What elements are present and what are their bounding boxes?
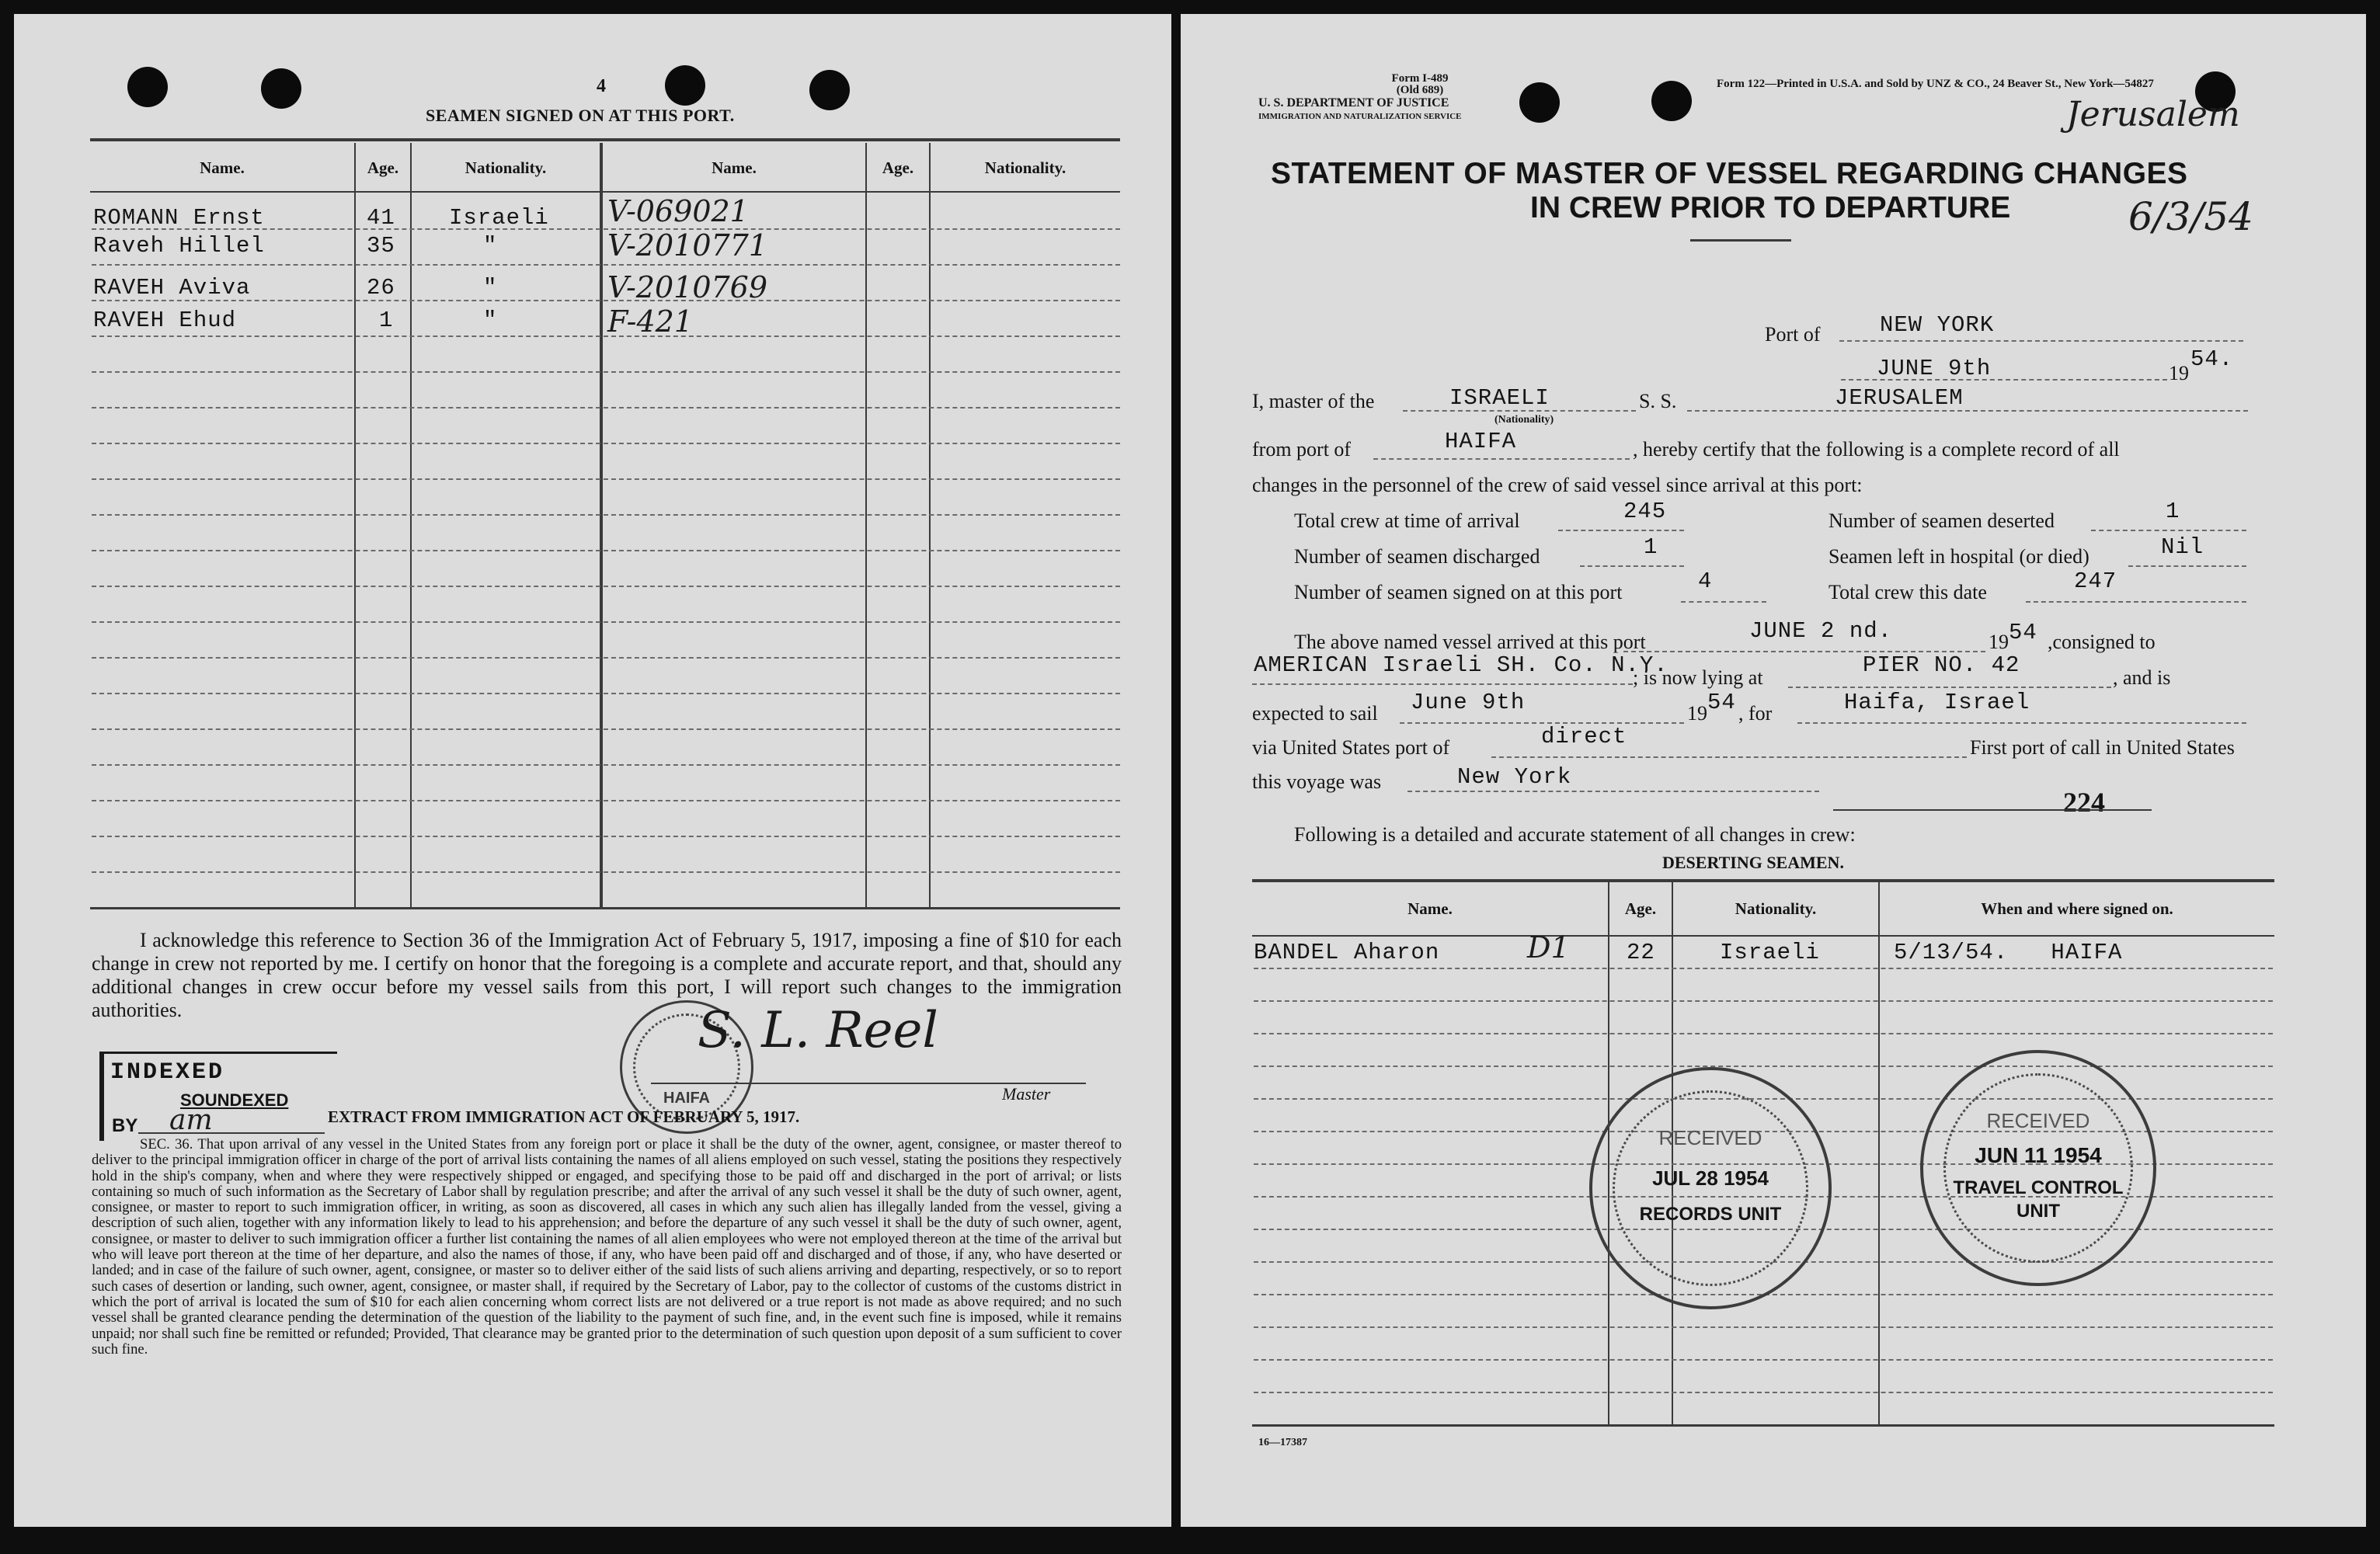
by-label: BY <box>112 1115 138 1136</box>
ruled-line <box>1254 1066 2273 1067</box>
ruled-line <box>92 693 1120 694</box>
arrived-date: JUNE 2 nd. <box>1749 618 1893 644</box>
service: IMMIGRATION AND NATURALIZATION SERVICE <box>1258 112 1462 121</box>
destination: Haifa, Israel <box>1844 690 2030 715</box>
deserted-label: Number of seamen deserted <box>1828 509 2055 532</box>
certify-text: , hereby certify that the following is a complete record of all <box>1633 438 2120 461</box>
voyage-text: this voyage was <box>1252 770 1382 793</box>
row-nationality: " <box>483 275 498 301</box>
ruled-line <box>92 550 1120 551</box>
stamp-received-text: RECEIVED <box>1658 1126 1762 1149</box>
acknowledgment-text: I acknowledge this reference to Section 36 of the Immigration Act of February 5, 1917, imposing a fine of $10 for each change in crew not reported by me. I certify on honor that the foregoing is a complete and accurate report, and that, should any additional changes in crew occur before my vessel sails from this port, I will report such changes to the immigration authorities. <box>92 929 1122 1021</box>
received-stamp-records <box>1589 1067 1832 1309</box>
received-stamp-travel <box>1920 1050 2156 1286</box>
sail-date: June 9th <box>1411 690 1526 715</box>
indexed-text: INDEXED <box>110 1059 225 1086</box>
number-224: 224 <box>2063 787 2105 818</box>
row-nationality: Israeli <box>449 205 549 231</box>
nationality-caption: (Nationality) <box>1494 414 1554 426</box>
punch-hole <box>261 68 301 109</box>
hospital: Nil <box>2161 534 2204 560</box>
row-name: RAVEH Ehud <box>93 308 237 333</box>
punch-hole <box>1519 82 1560 123</box>
ship-name: JERUSALEM <box>1835 385 1964 411</box>
stamp-date-text: JUL 28 1954 <box>1652 1166 1769 1190</box>
row-handwritten-note: V-069021 <box>607 194 749 228</box>
row-name: Raveh Hillel <box>93 233 265 259</box>
header-age-2: Age. <box>882 158 914 177</box>
signed-on: 4 <box>1698 568 1713 594</box>
voyage-value: New York <box>1457 764 1572 790</box>
row-handwritten-note: V-2010771 <box>607 228 768 262</box>
handwritten-ship-name: Jerusalem <box>2066 95 2240 134</box>
form-title-line2: IN CREW PRIOR TO DEPARTURE <box>1530 191 2011 224</box>
ss-label: S. S. <box>1639 390 1677 412</box>
deserter-nationality: Israeli <box>1720 940 1820 965</box>
from-port-value: HAIFA <box>1445 429 1517 454</box>
ruled-line <box>92 264 1120 266</box>
extract-text: SEC. 36. That upon arrival of any vessel in the United States from any foreign port or place it shall be the duty of the owner, agent, consignee, or master thereof to deliver to the principal immigration officer in charge of the port of arrival lists containing the names of all aliens employed on such vessel, stating the positions they respectively hold in the ship's company, when and where they were respectively shipped or engaged, and specifying those to be paid off and discharged in the port of arrival; or lists containing so much of such information as the Secretary of Labor shall by regulation prescribe; and after the arrival of any such vessel it shall be the duty of such owner, agent, consignee, or master to report to such immigration officer, in writing, as soon as discovered, all cases in which any such alien has illegally landed from the vessel, giving a description of such alien, together with any information likely to lead to his apprehension; and before the departure of any such vessel it shall be the duty of such owner, agent, consignee, or master to deliver to such immigration officer a further list containing the names of all alien employees who were not employed thereon at the time of the arrival but who will leave port thereon at the time of her departure, and also the names of those, if any, who have been paid off and discharged and of those, if any, who have deserted or landed; and in case of the failure of such owner, agent, consignee, or master so to deliver either of the said lists of such aliens arriving and departing, respectively, or so to report such cases of desertion or landing, such owner, agent, consignee, or master shall, if required by the Secretary of Labor, pay to the collector of customs of the customs district in which the port of arrival is located the sum of $10 for each alien concerning whom correct lists are not delivered or a true report is not made as above required; and no such vessel shall be granted clearance pending the determination of the question of the liability to the payment of such fine, and, in the event such fine is imposed, while it remains unpaid; nor shall such fine be remitted or refunded; Provided, That clearance may be granted prior to the determination of such question upon deposit of a sum sufficient to cover such fine. <box>92 1136 1122 1358</box>
ruled-line <box>1254 1359 2273 1361</box>
ruled-line <box>92 407 1120 408</box>
punch-hole <box>665 65 705 106</box>
ruled-line <box>92 621 1120 623</box>
ruled-line <box>92 443 1120 444</box>
header-name-2: Name. <box>712 158 757 177</box>
ruled-line <box>92 764 1120 766</box>
row-age: 35 <box>367 233 395 259</box>
discharged: 1 <box>1644 534 1658 560</box>
total-crew-arrival: 245 <box>1623 499 1667 524</box>
des-header-name: Name. <box>1407 899 1453 918</box>
via-value: direct <box>1541 724 1627 749</box>
ruled-line <box>92 871 1120 873</box>
ruled-line <box>92 335 1120 337</box>
row-age: 26 <box>367 275 395 301</box>
from-port-label: from port of <box>1252 438 1352 461</box>
ruled-line <box>1254 1326 2273 1328</box>
ruled-line <box>1254 1000 2273 1002</box>
page-number: 4 <box>597 76 606 96</box>
year-value: 54. <box>2190 346 2234 372</box>
total-crew-date-label: Total crew this date <box>1828 581 1987 603</box>
ruled-line <box>1254 1033 2273 1034</box>
by-initials: am <box>169 1104 213 1136</box>
following-text: Following is a detailed and accurate statement of all changes in crew: <box>1294 823 1856 846</box>
stamp-unit-text: TRAVEL CONTROL <box>1953 1177 2124 1198</box>
seal-text: HAIFA <box>663 1090 710 1107</box>
row-handwritten-note: V-2010769 <box>607 270 768 304</box>
extract-title: EXTRACT FROM IMMIGRATION ACT OF FEBRUARY 5, 1917. <box>328 1107 800 1126</box>
hospital-label: Seamen left in hospital (or died) <box>1828 545 2089 568</box>
deserter-mark: D1 <box>1527 930 1570 965</box>
master-label: Master <box>1002 1084 1051 1104</box>
date-value: JUNE 9th <box>1877 356 1992 381</box>
deserting-title: DESERTING SEAMEN. <box>1662 853 1844 872</box>
nationality-value: ISRAELI <box>1449 385 1550 411</box>
footer-code: 16—17387 <box>1258 1437 1307 1448</box>
row-age: 41 <box>367 205 395 231</box>
printer-line: Form 122—Printed in U.S.A. and Sold by UNZ & CO., 24 Beaver St., New York—54827 <box>1717 78 2154 90</box>
ruled-line <box>1254 1392 2273 1393</box>
sail-year: 54 <box>1707 690 1736 715</box>
ruled-line <box>92 836 1120 837</box>
deserter-name: BANDEL Aharon <box>1254 940 1440 965</box>
left-page <box>14 14 1171 1527</box>
row-age: 1 <box>379 308 394 333</box>
soundexed-text: SOUNDEXED <box>180 1090 289 1110</box>
form-title-line1: STATEMENT OF MASTER OF VESSEL REGARDING CHANGES <box>1271 157 2188 190</box>
ruled-line <box>92 800 1120 801</box>
des-header-signed: When and where signed on. <box>1981 899 2173 918</box>
stamp-received-text: RECEIVED <box>1986 1109 2090 1132</box>
ruled-line <box>92 514 1120 516</box>
year-prefix: 19 <box>2169 362 2189 384</box>
total-crew-date: 247 <box>2074 568 2117 594</box>
deserted: 1 <box>2166 499 2180 524</box>
row-name: ROMANN Ernst <box>93 205 265 231</box>
deserter-age: 22 <box>1627 940 1655 965</box>
department: U. S. DEPARTMENT OF JUSTICE <box>1258 96 1449 110</box>
total-crew-arrival-label: Total crew at time of arrival <box>1294 509 1520 532</box>
consignee: AMERICAN Israeli SH. Co. N.Y. <box>1254 652 1668 678</box>
des-header-age: Age. <box>1624 899 1657 918</box>
des-header-nationality: Nationality. <box>1735 899 1817 918</box>
ruled-line <box>92 657 1120 659</box>
port-value: NEW YORK <box>1880 312 1995 338</box>
arrived-text: The above named vessel arrived at this port <box>1294 631 1646 653</box>
header-nationality-2: Nationality. <box>984 158 1066 177</box>
master-signature: S. L. Reel <box>698 1002 938 1059</box>
expected-text: expected to sail <box>1252 702 1378 725</box>
punch-hole <box>1651 81 1692 121</box>
handwritten-date: 6/3/54 <box>2128 194 2253 239</box>
ruled-line <box>1254 968 2273 969</box>
arrived-year: 54 <box>2009 620 2037 645</box>
lying-text: ; is now lying at <box>1633 666 1763 689</box>
signed-on-label: Number of seamen signed on at this port <box>1294 581 1623 603</box>
changes-text: changes in the personnel of the crew of said vessel since arrival at this port: <box>1252 474 1863 496</box>
ruled-line <box>92 586 1120 587</box>
row-handwritten-note: F-421 <box>607 304 694 339</box>
form-id: Form I-489 <box>1391 72 1449 85</box>
via-text: via United States port of <box>1252 736 1450 759</box>
right-page: Form I-489 (Old 689) U. S. DEPARTMENT OF JUSTICE IMMIGRATION AND NATURALIZATION SERVICE Form 122—Printed in U.S.A. and Sold by UNZ & CO., 24 Beaver St., New York—54827 STATEMENT OF MASTER OF VESSEL REGARDING CHANGES IN CREW PRIOR TO DEPARTURE Jerusalem 6/3/54 Port of NEW YORK JUNE 9th 19 54. I, master of the ISRAELI (Nationality) S. S. JERUSALEM from port of HAIFA , hereby certify that the following is a complete record of all changes in the personnel of the crew of said vessel since arrival at this port: Total crew at time of arrival 245 Number of seamen deserted 1 Number of seamen discharged 1 Seamen left in hospital (or died) Nil Number of seamen signed on at this port 4 Total crew this date 247 The above named vessel arrived at this port JUNE 2 nd. 19 54 ,consigned to AMERICAN Israeli SH. Co. N.Y. ; is now lying at PIER NO. 42 , and is expected to sail June 9th 19 54 , for Haifa, Israel via United States port of direct First port of call in United States this voyage was New York 224 Following is a detailed and accurate statement of all changes in crew: DESERTING SEAMEN. Name. Age. Nationality. When and where signed on. BANDEL Aharon D1 22 Israeli 5/13/54. HAIFA RECEIVED JUL 28 1954 RECORDS UNIT RECEIVED JUN 11 1954 TRAVEL CONTROL UNIT 16—17387 <box>1181 14 2366 1527</box>
row-nationality: " <box>483 308 498 333</box>
master-of-label: I, master of the <box>1252 390 1375 412</box>
form-old: (Old 689) <box>1396 84 1444 96</box>
first-port-text: First port of call in United States <box>1970 736 2235 759</box>
pier: PIER NO. 42 <box>1863 652 2020 678</box>
stamp-unit-text-2: UNIT <box>2016 1201 2060 1222</box>
ruled-line <box>92 728 1120 730</box>
punch-hole <box>809 70 850 110</box>
for-text: , for <box>1738 702 1773 725</box>
header-age: Age. <box>367 158 399 177</box>
discharged-label: Number of seamen discharged <box>1294 545 1540 568</box>
row-nationality: " <box>483 233 498 259</box>
and-is-text: , and is <box>2113 666 2171 689</box>
consigned-text: ,consigned to <box>2048 631 2156 653</box>
header-name: Name. <box>200 158 245 177</box>
ruled-line <box>92 478 1120 480</box>
section-title: SEAMEN SIGNED ON AT THIS PORT. <box>426 106 735 125</box>
punch-hole <box>127 67 168 107</box>
header-nationality: Nationality. <box>465 158 547 177</box>
stamp-date-text: JUN 11 1954 <box>1975 1143 2102 1167</box>
row-name: RAVEH Aviva <box>93 275 251 301</box>
port-label: Port of <box>1765 323 1821 346</box>
stamp-unit-text: RECORDS UNIT <box>1639 1204 1782 1225</box>
ruled-line <box>92 371 1120 373</box>
deserter-signed: 5/13/54. HAIFA <box>1894 940 2123 965</box>
